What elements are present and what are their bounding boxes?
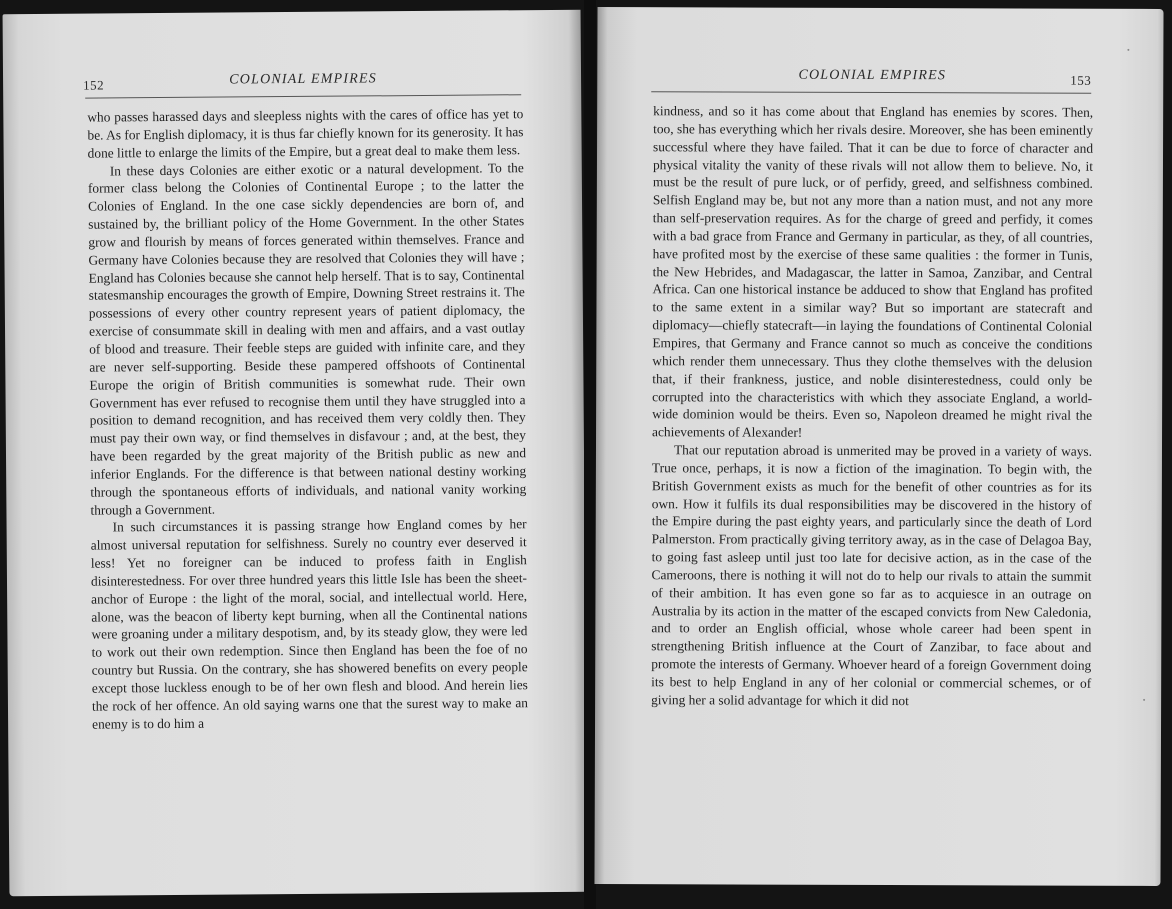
left-paragraph-1: who passes harassed days and sleepless nights with the cares of office has yet to be. As for English diplomacy, it is thus far chiefly known for its generosity. It has done little to enlarge the limits of the Empire, but a great deal to make them less. xyxy=(87,106,524,161)
paper-speck xyxy=(1143,699,1145,701)
right-running-title: COLONIAL EMPIRES xyxy=(798,67,947,84)
left-body-text xyxy=(87,105,528,733)
left-paragraph-3: In such circumstances it is passing strange how England comes by her almost universal reputation for selfishness. Surely no country ever deserved it less! Yet no foreigner can be induced to profess faith in English disinterestedness. For over three hundred years this little Isle has been the sheet-anchor of Europe : the light of the moral, social, and intellectual world. Here, alone, was the beacon of liberty kept burning, when all the Continental nations were groaning under a military despotism, and, by its steady glow, they were led to work out their own redemption. Since then England has been the foe of no country but Russia. On the contrary, she has showered benefits on every people except those luckless enough to be of her own flesh and blood. And herein lies the rock of her offence. An old saying warns one that the surest way to make an enemy is to do him a xyxy=(90,516,529,732)
right-running-head xyxy=(653,67,1091,91)
left-running-title: COLONIAL EMPIRES xyxy=(229,71,377,88)
right-paragraph-2: That our reputation abroad is unmerited may be proved in a variety of ways. True once, perhaps, it is now a fiction of the imagination. To begin with, the British Government exists as much for the benefit of other countries as for its own. How it fulfils its dual responsibilities may be discovered in the history of the Empire during the past eighty years, and particularly since the death of Lord Palmerston. From practically giving territory away, as in the case of Delagoa Bay, to going fast asleep until just too late for decisive action, as in the case of the Cameroons, there is nothing it will not do to help our rivals to attain the summit of their ambition. It has even gone so far as to acquiesce in an outrage on Australia by its action in the matter of the escaped convicts from New Caledonia, and to order an English official, whose whole career had been spent in strengthening British influence at the Court of Zanzibar, to face about and promote the interests of Germany. Whoever heard of a foreign Government doing its best to help England in any of her colonial or commercial schemes, or of giving her a solid advantage for which it did not xyxy=(651,442,1093,708)
right-header-rule xyxy=(651,91,1091,94)
paper-speck xyxy=(1127,49,1129,51)
left-page xyxy=(3,10,588,897)
left-paragraph-2: In these days Colonies are either exotic or a natural development. To the former class belong the Colonies of Continental Europe ; to the latter the Colonies of England. In the one case sickly dependencies are born of, and sustained by, the brilliant policy of the Home Government. In the other States grow and flourish by means of forces generated within themselves. France and Germany have Colonies because they are resolved that Colonies they will have ; England has Colonies because she cannot help herself. That is to say, Continental statesmanship encourages the growth of Empire, Downing Street restrains it. The possessions of every other country represent years of patient diplomacy, the exercise of consummate skill in dealing with men and affairs, and a vast outlay of blood and treasure. Their feeble steps are guided with infinite care, and they are never self-supporting. Beside these pampered offshoots of Continental Europe the origin of British communities is somewhat rude. Their own Government has ever refused to recognise them until they have struggled into a position to demand recognition, and has received them very coldly then. They must pay their own way, or find themselves in disfavour ; and, at the best, they have been regarded by the great majority of the British public as new and inferior Englands. For the difference is that between national destiny working through the spontaneous efforts of individuals, and national vanity working through a Government. xyxy=(87,159,527,518)
left-page-number: 152 xyxy=(83,77,105,93)
right-page-number: 153 xyxy=(1070,72,1092,88)
right-body-text xyxy=(651,102,1093,710)
left-running-head xyxy=(83,70,523,95)
right-page xyxy=(594,7,1163,886)
right-paragraph-1: kindness, and so it has come about that England has enemies by scores. Then, too, she has everything which her rivals desire. Moreover, she has been eminently successful where they have failed. That it can be due to force of character and physical vitality the vanity of these rivals will not allow them to believe. No, it must be the result of pure luck, or of perfidy, greed, and selfishness combined. Selfish England may be, but not any more than a nation must, and not any more than self-preservation requires. As for the charge of greed and perfidy, it comes with a bad grace from France and Germany in particular, as they, of all countries, have profited most by the exercise of these same qualities : the former in Tunis, the New Hebrides, and Madagascar, the latter in Samoa, Zanzibar, and Central Africa. Can one historical instance be adduced to show that England has profited to the same extent in a similar way? But so important are statecraft and diplomacy—chiefly statecraft—in laying the foundations of Continental Colonial Empires, that Germany and France cannot so much as conceive the conditions which render them unnecessary. Thus they clothe themselves with the delusion that, if their frankness, justice, and noble disinterestedness, could only be corrupted into the characteristics with which they associate England, a world-wide dominion would be theirs. Even so, Napoleon dreamed he might rival the achievements of Alexander! xyxy=(652,103,1094,440)
